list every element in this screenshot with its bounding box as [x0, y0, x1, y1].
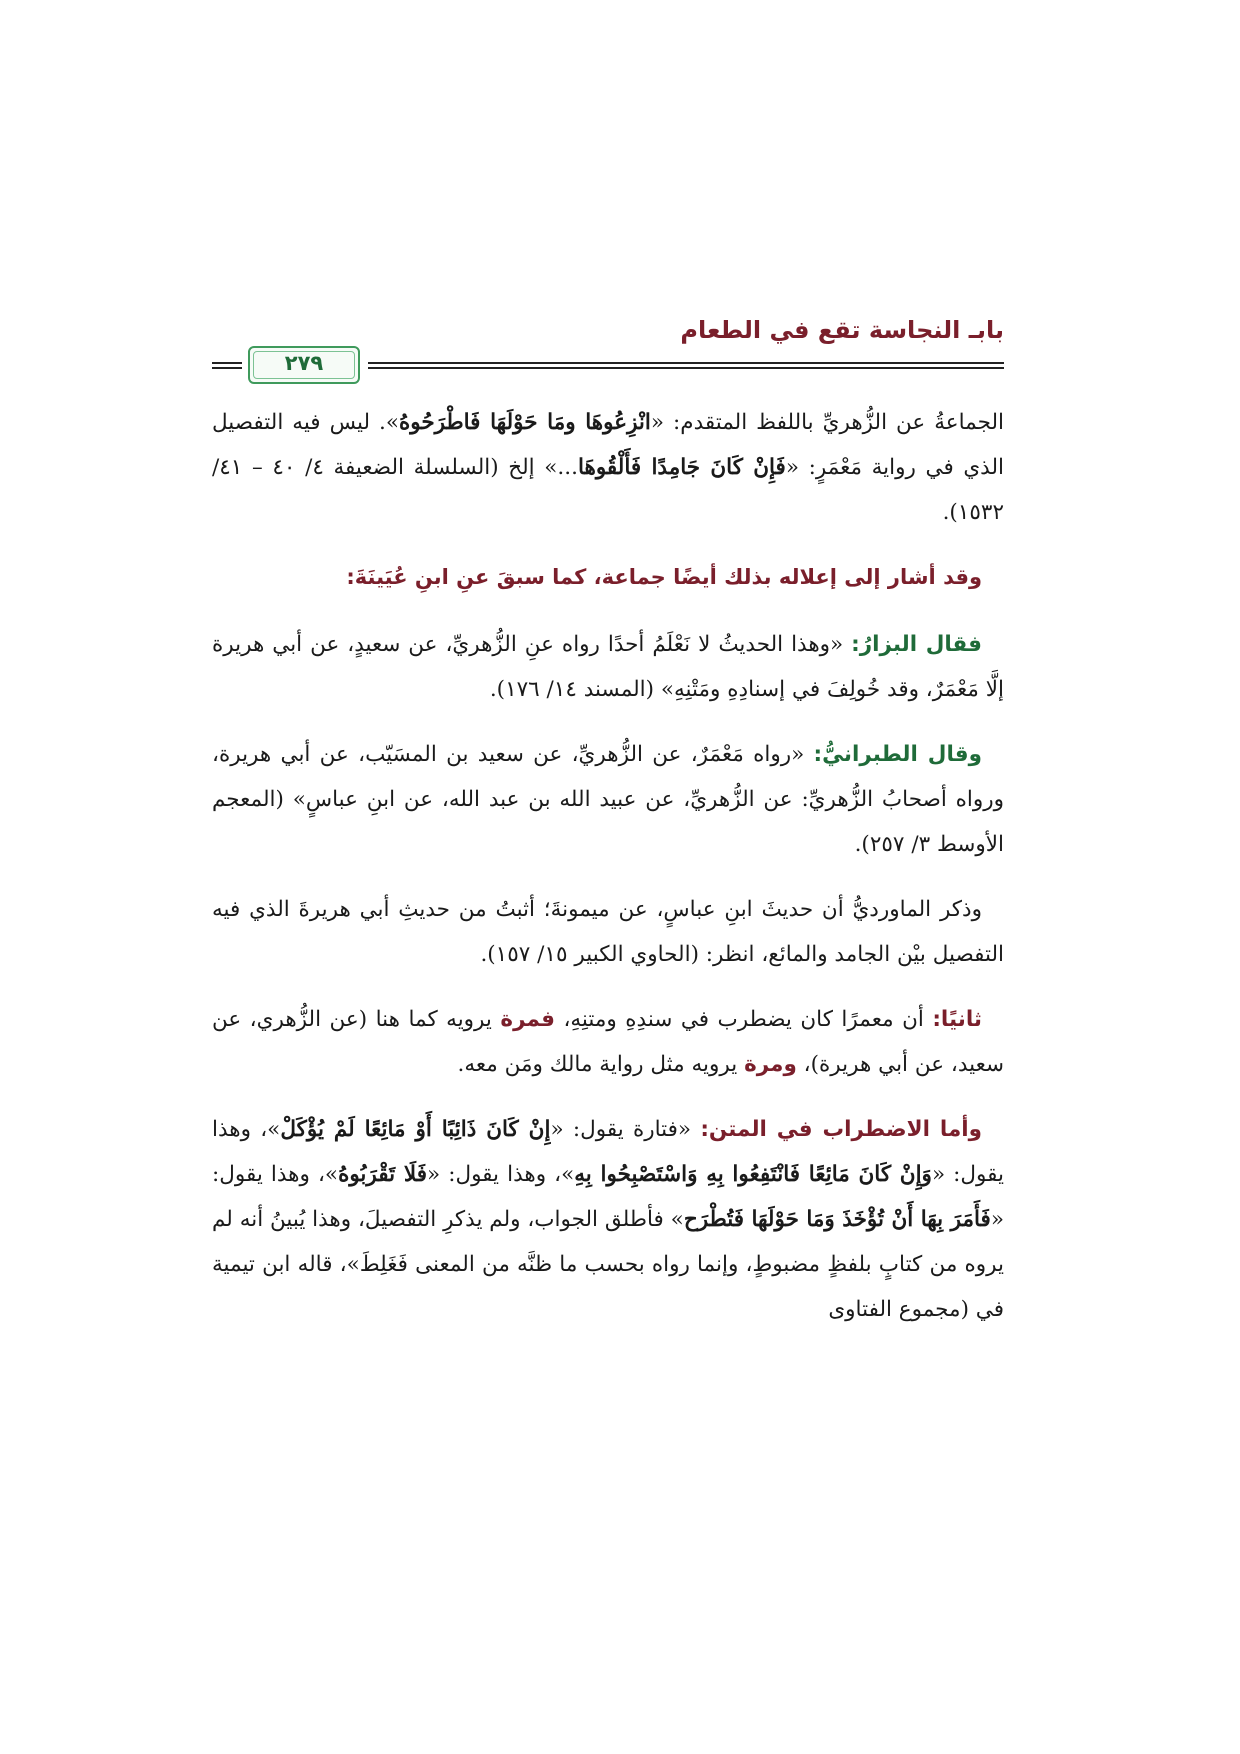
- page-number: ٢٧٩: [284, 351, 324, 375]
- speaker-label: وقال الطبرانيُّ:: [813, 742, 982, 767]
- paragraph-bazzar: [212, 622, 1004, 712]
- text-run: يرويه مثل رواية مالك ومَن معه.: [457, 1052, 745, 1077]
- emphasis-word: ومرة: [744, 1052, 797, 1077]
- text-run: ...» إلخ (السلسلة الضعيفة ٤/ ٤٠ – ٤١/ ١٥٣٢).: [212, 455, 1004, 525]
- page-body: [212, 400, 1004, 1352]
- text-run: «رواه مَعْمَرٌ، عن الزُّهريِّ، عن سعيد بن المسَيّب، عن أبي هريرة، ورواه أصحابُ الزُّهريِّ: عن الزُّهريِّ، عن عبيد الله بن عبد الله، عن ابنِ عباسٍ» (المعجم الأوسط ٣/ ٢٥٧).: [212, 742, 1004, 857]
- hadith-quote: وَإِنْ كَانَ مَائِعًا فَانْتَفِعُوا بِهِ وَاسْتَصْبِحُوا بِهِ: [574, 1162, 932, 1187]
- section-heading: وقد أشار إلى إعلاله بذلك أيضًا جماعة، كما سبقَ عنِ ابنِ عُيَينَةَ:: [346, 565, 982, 589]
- speaker-label: فقال البزارُ:: [851, 632, 982, 657]
- point-label: ثانيًا:: [932, 1007, 982, 1032]
- header-rule: [212, 362, 242, 364]
- text-run: ». ليس فيه التفصيل الذي في رواية مَعْمَرٍ: «: [212, 410, 1004, 480]
- hadith-quote: إِنْ كَانَ ذَائِبًا أَوْ مَائِعًا لَمْ يُؤْكَلْ: [280, 1117, 551, 1142]
- paragraph-matn-disorder: [212, 1107, 1004, 1332]
- emphasis-word: فمرة: [500, 1007, 555, 1032]
- header-rule: [368, 367, 1004, 369]
- text-run: » فأطلق الجواب، ولم يذكرِ التفصيلَ، وهذا يُبينُ أنه لم يروه من كتابٍ بلفظٍ مضبوطٍ، وإنما رواه بحسب ما ظنَّه من المعنى فَغَلِطَ»، قاله ابن تيمية في (مجموع الفتاوى: [212, 1207, 1004, 1322]
- text-run: أن معمرًا كان يضطرب في سندِهِ ومتنِهِ،: [554, 1007, 933, 1032]
- text-run: «فتارة يقول: «: [550, 1117, 701, 1142]
- point-label: وأما الاضطراب في المتن:: [700, 1117, 982, 1142]
- paragraph-second-point: [212, 997, 1004, 1087]
- hadith-quote: انْزِعُوهَا ومَا حَوْلَهَا فَاطْرَحُوهُ: [399, 410, 651, 435]
- header-rule: [212, 367, 242, 369]
- paragraph-continuation: [212, 400, 1004, 535]
- text-run: »، وهذا يقول: «: [212, 1162, 1004, 1232]
- paragraph-mawardi: وذكر الماورديُّ أن حديثَ ابنِ عباسٍ، عن ميمونةَ؛ أثبتُ من حديثِ أبي هريرةَ الذي فيه التفصيل بيْن الجامد والمائع، انظر: (الحاوي الكبير ١٥/ ١٥٧).: [212, 897, 1004, 967]
- text-run: »، وهذا يقول: «: [212, 1117, 1004, 1187]
- text-run: «وهذا الحديثُ لا نَعْلَمُ أحدًا رواه عنِ الزُّهريِّ، عن سعيدٍ، عن أبي هريرة إلَّا مَعْمَرٌ، وقد خُولِفَ في إسنادِهِ ومَتْنِهِ» (المسند ١٤/ ١٧٦).: [212, 632, 1004, 702]
- paragraph-tabarani: [212, 732, 1004, 867]
- text-run: »، وهذا يقول: «: [426, 1162, 575, 1187]
- hadith-quote: فَإِنْ كَانَ جَامِدًا فَأَلْقُوهَا: [577, 455, 786, 480]
- text-run: يرويه كما هنا (عن الزُّهري، عن سعيد، عن أبي هريرة)،: [212, 1007, 1004, 1077]
- text-run: الجماعةُ عن الزُّهريِّ باللفظ المتقدم: «: [650, 410, 1004, 435]
- page-header: [212, 316, 1004, 386]
- header-rule: [368, 362, 1004, 364]
- hadith-quote: فَأَمَرَ بِهَا أَنْ تُؤْخَذَ وَمَا حَوْلَهَا فَتُطْرَح: [683, 1207, 991, 1232]
- page-number-badge: [248, 346, 360, 384]
- hadith-quote: فَلَا تَقْرَبُوهُ: [338, 1162, 427, 1187]
- chapter-title: بابـ النجاسة تقع في الطعام: [680, 316, 1004, 344]
